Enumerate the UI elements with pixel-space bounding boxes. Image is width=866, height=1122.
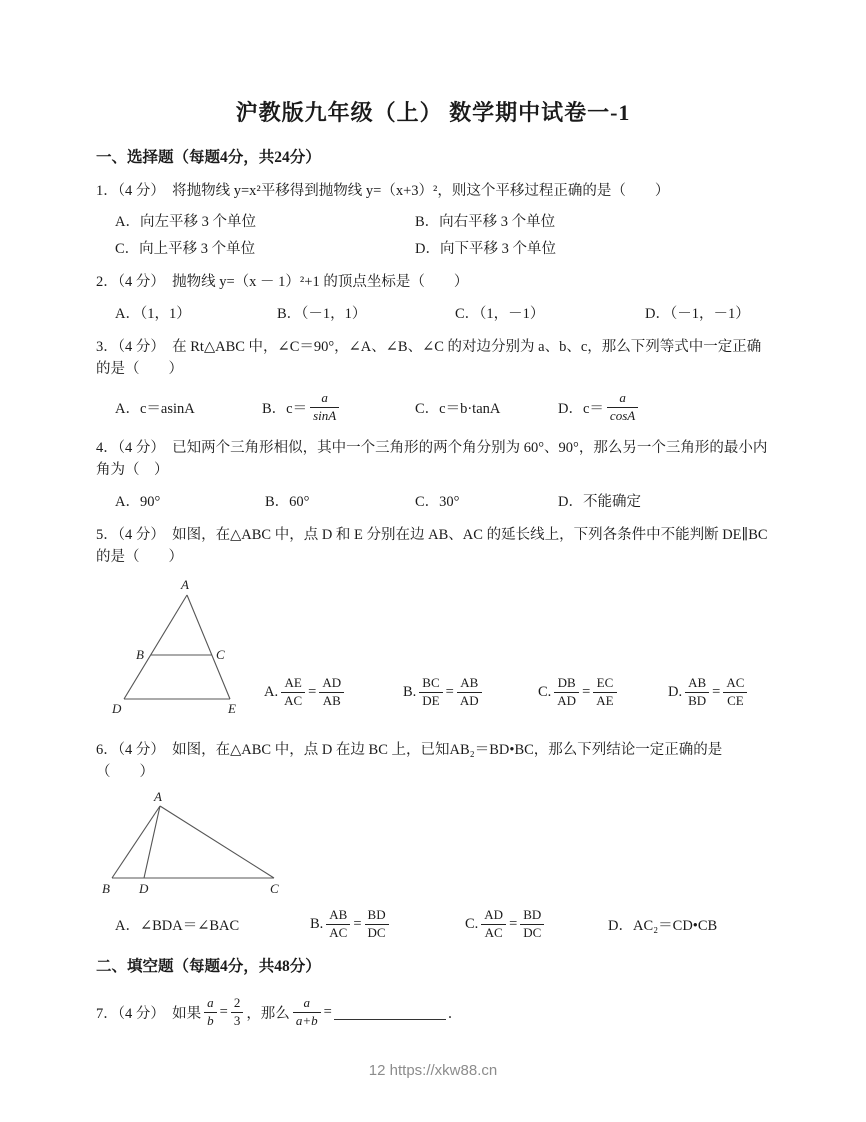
q5-option-b <box>403 676 538 709</box>
q5-option-c <box>538 676 668 709</box>
vertex-label-c: C <box>216 646 225 662</box>
q3-option-c: C．c＝b·tanA <box>415 400 501 417</box>
fraction: $\frac{BD}{DC}$ <box>520 908 544 941</box>
vertex-label-d: D <box>112 700 122 716</box>
fraction: $\frac{AB}{AD}$ <box>457 676 482 709</box>
question-1-stem: 1．（4 分） 将抛物线 y=x²平移得到抛物线 y=（x+3）²，则这个平移过程正确的是（ ） <box>96 183 670 199</box>
q2-option-b: B．（－1，1） <box>277 305 367 322</box>
q2-option-d: D．（－1，－1） <box>645 305 750 322</box>
q5-option-d <box>668 676 750 709</box>
q4-option-b: B．60° <box>265 493 310 510</box>
question-2-options <box>115 302 770 323</box>
vertex-label-b: B <box>102 880 110 896</box>
equals-sign: = <box>445 683 454 700</box>
equals-sign: = <box>712 683 721 700</box>
fraction: $\frac{AD}{AC}$ <box>481 908 506 941</box>
q7-mid: ，那么 <box>246 1006 290 1023</box>
vertex-label-a: A <box>181 576 189 592</box>
option-label: D. <box>668 683 683 700</box>
equals-sign: = <box>323 1004 332 1021</box>
equals-sign: = <box>353 915 362 932</box>
q1-option-c: C．向上平移 3 个单位 <box>115 241 256 258</box>
q3-option-d-label: D．c＝ <box>558 400 604 417</box>
triangle-figure-q6 <box>102 790 770 898</box>
page-title: 沪教版九年级（上） 数学期中试卷一-1 <box>235 100 631 125</box>
q4-option-d: D．不能确定 <box>558 493 641 510</box>
section-heading-choice: 一、选择题（每题4分，共24分） <box>96 149 321 166</box>
answer-blank <box>334 1006 446 1020</box>
equals-sign: = <box>308 683 317 700</box>
option-label: C. <box>465 915 479 932</box>
fraction-a-over-b: $\frac{a}{b}$ <box>204 996 217 1029</box>
q2-option-c: C．（1，－1） <box>455 305 545 322</box>
vertex-label-b: B <box>136 646 144 662</box>
equals-sign: = <box>219 1004 228 1021</box>
vertex-label-e: E <box>228 700 236 716</box>
option-label: B. <box>403 683 417 700</box>
q1-option-d: D．向下平移 3 个单位 <box>415 241 556 258</box>
vertex-label-a: A <box>154 789 162 804</box>
fraction: $\frac{AC}{CE}$ <box>723 676 747 709</box>
q6-option-c <box>465 908 608 941</box>
question-5-options <box>264 676 750 723</box>
q3-option-b <box>262 391 415 424</box>
q6-option-b <box>310 908 465 941</box>
q7-suffix: ． <box>447 1006 463 1023</box>
question-3-options <box>115 391 770 424</box>
question-4-stem: 4．（4 分） 已知两个三角形相似，其中一个三角形的两个角分别为 60°、90°，那么另一个三角形的最小内角为（ ） <box>96 439 768 479</box>
q7-prefix: 7．（4 分） 如果 <box>96 1006 202 1023</box>
triangle-figure-q5 <box>102 575 252 723</box>
fraction: $\frac{BD}{DC}$ <box>365 908 389 941</box>
fraction: $\frac{AB}{AC}$ <box>326 908 350 941</box>
equals-sign: = <box>582 683 591 700</box>
question-1-options-row2 <box>115 237 770 258</box>
question-5-figure-row <box>96 575 770 723</box>
fraction: $\frac{EC}{AE}$ <box>593 676 616 709</box>
q5-option-a <box>264 676 403 709</box>
fraction-a-over-sinA: $\frac{a}{\sin A}$ <box>310 391 339 424</box>
q1-option-b: B．向右平移 3 个单位 <box>415 214 556 231</box>
fraction: $\frac{AB}{BD}$ <box>685 676 709 709</box>
q6-option-d: D．AC₂＝CD•CB <box>608 917 718 934</box>
question-2-stem: 2．（4 分） 抛物线 y=（x － 1）²+1 的顶点坐标是（ ） <box>96 274 469 291</box>
fraction: $\frac{AD}{AB}$ <box>319 676 344 709</box>
equals-sign: = <box>509 915 518 932</box>
question-1-options-row1 <box>115 210 770 231</box>
fraction-2-over-3: $\frac{2}{3}$ <box>231 996 244 1029</box>
q1-option-a: A．向左平移 3 个单位 <box>115 214 256 231</box>
q3-option-d <box>558 391 641 424</box>
fraction-a-over-a-plus-b: $\frac{a}{a+b}$ <box>293 996 321 1029</box>
fraction-a-over-cosA: $\frac{a}{\cos A}$ <box>607 391 638 424</box>
vertex-label-c: C <box>270 880 279 896</box>
question-3-stem: 3．（4 分） 在 Rt△ABC 中，∠C＝90°，∠A、∠B、∠C 的对边分别为 a、b、c，那么下列等式中一定正确的是（ ） <box>96 338 762 378</box>
option-label: B. <box>310 915 324 932</box>
fraction: $\frac{DB}{AD}$ <box>554 676 579 709</box>
section-heading-fill: 二、填空题（每题4分，共48分） <box>96 958 321 976</box>
question-7 <box>96 996 770 1029</box>
fraction: $\frac{AE}{AC}$ <box>281 676 305 709</box>
q4-option-c: C．30° <box>415 493 460 510</box>
page-footer: 12 https://xkw88.cn <box>368 1062 498 1079</box>
q3-option-b-label: B．c＝ <box>262 400 308 417</box>
question-5-stem: 5．（4 分） 如图，在△ABC 中，点 D 和 E 分别在边 AB、AC 的延长线上，下列各条件中不能判断 DE∥BC 的是（ ） <box>96 526 768 566</box>
q4-option-a: A．90° <box>115 493 161 510</box>
question-6-stem: 6．（4 分） 如图，在△ABC 中，点 D 在边 BC 上，已知AB₂＝BD•BC，那么下列结论一定正确的是（ ） <box>96 741 723 781</box>
fraction: $\frac{BC}{DE}$ <box>419 676 442 709</box>
q3-option-a: A．c＝asinA <box>115 400 195 417</box>
question-6-options <box>115 908 770 941</box>
option-label: C. <box>538 683 552 700</box>
option-label: A. <box>264 683 279 700</box>
vertex-label-d: D <box>139 880 149 896</box>
q2-option-a: A．（1，1） <box>115 305 191 322</box>
question-4-options <box>115 490 770 511</box>
q6-option-a: A．∠BDA＝∠BAC <box>115 917 240 934</box>
